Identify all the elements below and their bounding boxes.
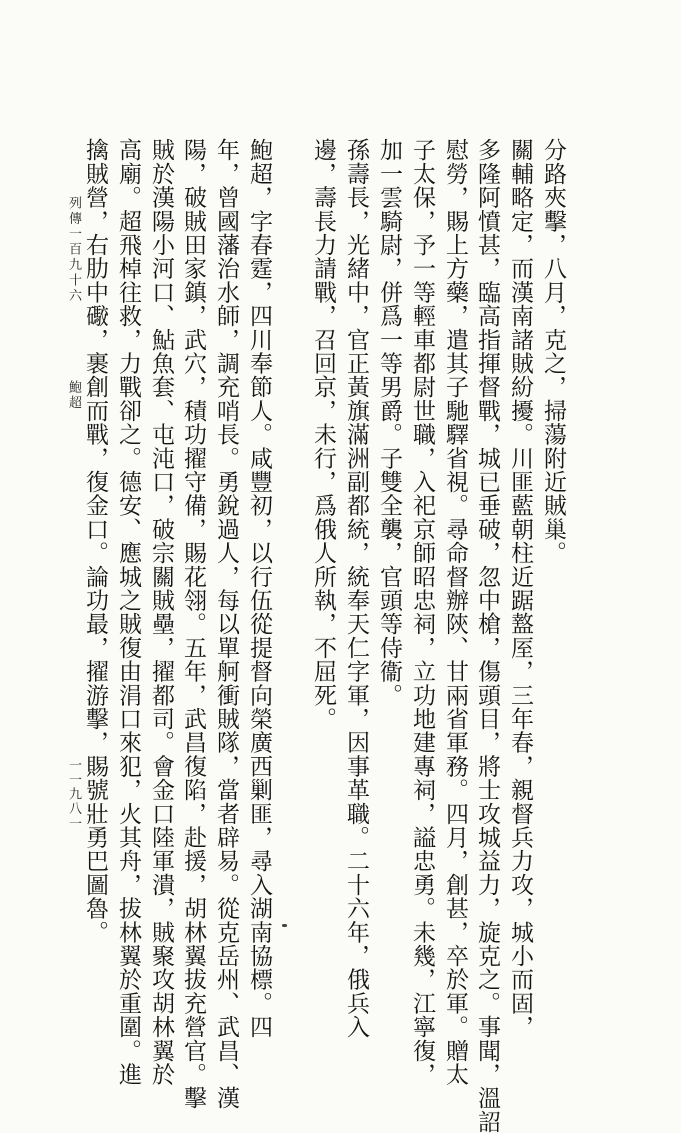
text-column-2: 關輔略定，而漢南諸賊紛擾。川匪藍朝柱近踞盩厔，三年春，親督兵力攻，城小而固， xyxy=(507,138,533,1039)
text-column-8: 邊，壽長力請戰，召回京，未行，爲俄人所執，不屈死。 xyxy=(310,138,336,731)
text-column-6: 加一雲騎尉，併爲一等男爵。子雙全襲，官頭等侍衞。 xyxy=(376,138,402,707)
text-column-13: 高廟。超飛棹往救，力戰卻之。德安、應城之賊復由涓口來犯，火其舟，拔林翼於重圍。進 xyxy=(115,138,141,1086)
margin-chapter-title: 列傳一百九十六 xyxy=(66,196,81,304)
text-column-12: 賊於漢陽小河口、鮎魚套、屯沌口，破宗關賊壘，擢都司。會金口陸軍潰，賊聚攻胡林翼於 xyxy=(148,138,174,1086)
page-number: 一一九八一 xyxy=(66,758,81,831)
text-column-14: 擒賊營，右肋中礮，裹創而戰，復金口。論功最，擢游擊，賜號壯勇巴圖魯。 xyxy=(82,138,108,944)
margin-biography-name: 鮑超 xyxy=(66,380,81,411)
ink-speck xyxy=(282,924,287,927)
text-column-9: 鮑超，字春霆，四川奉節人。咸豐初，以行伍從提督向榮廣西剿匪，尋入湖南協標。四 xyxy=(246,138,272,1039)
text-column-3: 多隆阿憤甚，臨高指揮督戰，城已垂破，忽中槍，傷頭目，將士攻城益力，旋克之。事聞，溫詔 xyxy=(474,138,500,1133)
text-column-4: 慰勞，賜上方藥，遣其子馳驛省視。尋命督辦陝、甘兩省軍務。四月，創甚，卒於軍。贈太 xyxy=(442,138,468,1086)
text-column-10: 年，曾國藩治水師，調充哨長。勇銳過人，每以單舸衝賊隊，當者辟易。從克岳州、武昌、漢 xyxy=(213,138,239,1110)
text-column-5: 子太保，予一等輕車都尉世職，入祀京師昭忠祠，立功地建專祠，謚忠勇。未幾，江寧復， xyxy=(409,138,435,1086)
text-column-7: 孫壽長，光緒中，官正黃旗滿洲副都統，統奉天仁字軍，因事革職。二十六年，俄兵入 xyxy=(343,138,369,1039)
text-column-1: 分路夾擊，八月，克之，掃蕩附近賊巢。 xyxy=(540,138,566,565)
text-column-11: 陽，破賊田家鎮，武穴，積功擢守備，賜花翎。五年，武昌復陷，赴援，胡林翼拔充營官。擊 xyxy=(180,138,206,1110)
